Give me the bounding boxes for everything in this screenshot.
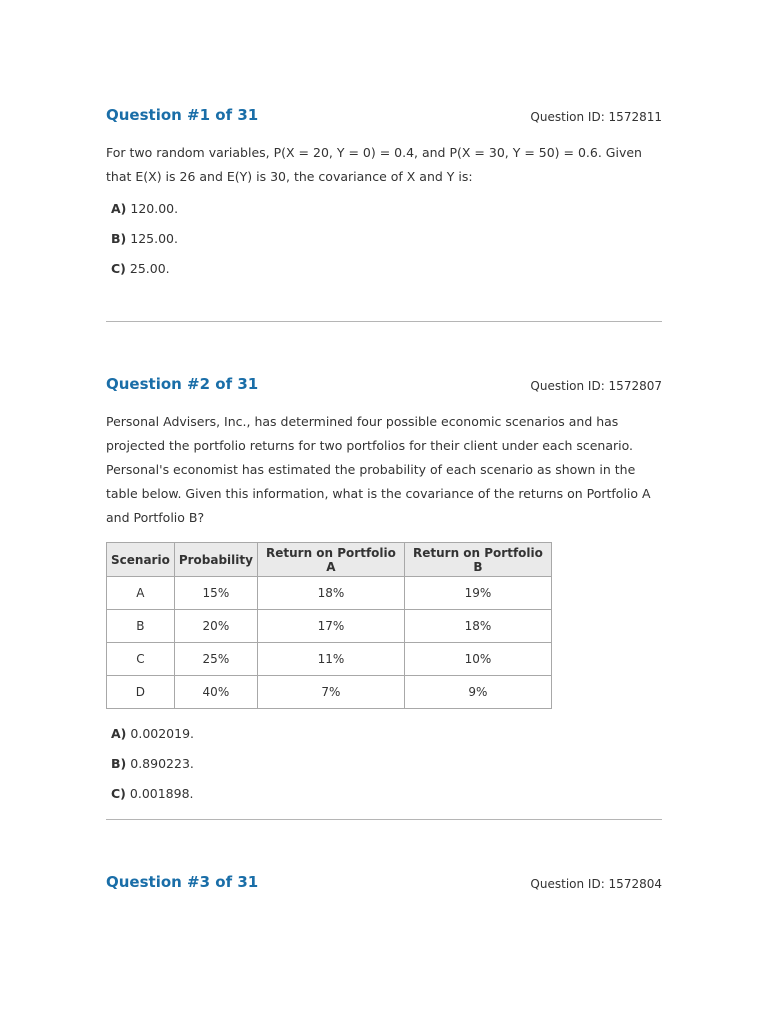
question-header [106,871,662,895]
column-header: Scenario [107,543,175,577]
question-title: Question #2 of 31 [106,375,259,393]
question-header [106,104,662,128]
table-cell: 9% [404,676,551,709]
table-row [107,643,552,676]
answer-option[interactable] [111,719,662,749]
answer-text: 0.890223. [130,756,194,771]
answer-option[interactable] [111,224,662,254]
answer-text: 0.001898. [129,786,194,801]
table-cell: 20% [174,610,257,643]
table-cell: 18% [257,577,404,610]
table-cell: 10% [404,643,551,676]
question-id: Question ID: 1572807 [530,379,662,393]
table-cell: C [107,643,175,676]
table-header-row [107,543,552,577]
column-header: Probability [174,543,257,577]
table-row [107,610,552,643]
question-title: Question #3 of 31 [106,873,259,891]
answer-text: 0.002019. [130,726,195,741]
section-divider [106,321,662,322]
answer-letter: B) [111,756,127,771]
answer-text: 120.00. [130,201,179,216]
question-title: Question #1 of 31 [106,106,259,124]
question-text: For two random variables, P(X = 20, Y = 0) = 0.4, and P(X = 30, Y = 50) = 0.6. Given that E(X) is 26 and E(Y) is 30, the covariance of X and Y is: [106,145,642,184]
question-2 [106,373,662,809]
answer-option[interactable] [111,194,662,224]
column-header: Return on Portfolio B [404,543,551,577]
table-cell: A [107,577,175,610]
answer-letter: A) [111,726,127,741]
table-row [107,577,552,610]
answer-letter: A) [111,201,127,216]
question-1 [106,104,662,284]
table-cell: 25% [174,643,257,676]
column-header: Return on Portfolio A [257,543,404,577]
answer-list [106,194,662,284]
table-cell: 15% [174,577,257,610]
answer-option[interactable] [111,779,662,809]
question-id: Question ID: 1572811 [530,110,662,124]
answer-option[interactable] [111,254,662,284]
answer-list [106,719,662,809]
table-cell: D [107,676,175,709]
table-cell: 40% [174,676,257,709]
section-divider [106,819,662,820]
question-id: Question ID: 1572804 [530,877,662,891]
answer-text: 25.00. [129,261,170,276]
table-cell: 7% [257,676,404,709]
answer-option[interactable] [111,749,662,779]
table-cell: B [107,610,175,643]
question-3 [106,871,662,895]
question-header [106,373,662,397]
table-cell: 17% [257,610,404,643]
answer-letter: B) [111,231,127,246]
table-cell: 19% [404,577,551,610]
answer-letter: C) [111,261,126,276]
table-cell: 18% [404,610,551,643]
table-cell: 11% [257,643,404,676]
question-text: Personal Advisers, Inc., has determined four possible economic scenarios and has projected the portfolio returns for two portfolios for their client under each scenario. Personal's economist has estimated the probability of each scenario as shown in the table below. Given this information, what is the covariance of the returns on Portfolio A and Portfolio B? [106,414,651,525]
answer-letter: C) [111,786,126,801]
table-row [107,676,552,709]
answer-text: 125.00. [130,231,178,246]
scenario-table [106,542,552,709]
